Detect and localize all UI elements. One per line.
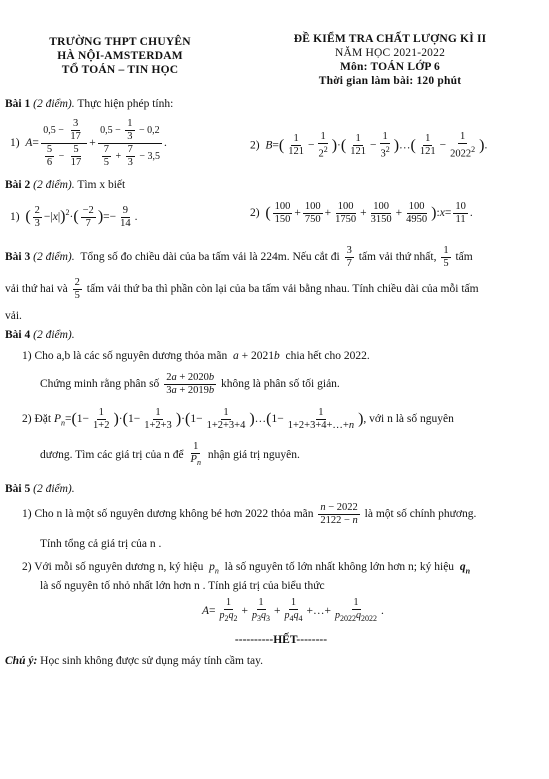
school-line1: TRƯỜNG THPT CHUYÊN (49, 36, 191, 48)
bai4-q1-d: không là phân số tối giản. (220, 378, 340, 390)
bai5-points: (2 điểm). (33, 483, 75, 495)
bai5-q2-a: 2) Với mỗi số nguyên dương n, ký hiệu (22, 561, 204, 573)
bai1-heading (5, 97, 173, 111)
bai5-q2-line2 (40, 579, 325, 593)
note-text: Học sinh không được sử dụng máy tính cầm tay. (40, 655, 264, 667)
bai5-formula: A= $\frac{1}{p_2q_2}$ + $\frac{1}{p_3q_3}$ + $\frac{1}{p_4q_4}$ +…+ $\frac{1}{p_{2022}q_{2022}}$ . (202, 597, 384, 624)
bai4-q2-c: dương. Tìm các giá trị của n để (40, 449, 184, 461)
bai4-label: Bài 4 (5, 329, 31, 341)
bai2-label: Bài 2 (5, 179, 31, 191)
bai1-points: (2 điểm). (33, 98, 75, 110)
bai3-text5: tấm vải thứ ba thì phần còn lại của ba tấm vải bằng nhau. Tính chiều dài của mỗi tấm (86, 283, 479, 296)
bai5-q1-line2 (40, 537, 161, 551)
bai3-line1: Bài 3 (2 điểm). Tổng số đo chiều dài của ba tấm vải là 224m. Nếu cắt đi $\frac{3}{7}$ tấm vải thứ nhất, $\frac{1}{5}$ tấm (5, 245, 473, 269)
note (5, 654, 263, 668)
bai3-text3: tấm (455, 251, 473, 264)
bai4-q2-line1: 2) Đặt $P_n=(1-$ $\frac{1}{1+2}$ )·(1− $\frac{1}{1+2+3}$ )·(1− $\frac{1}{1+2+3+4}$ )…(1− $\frac{1}{1+2+3+4+\dots+n}$ ), với n là số nguyên (22, 406, 454, 431)
bai3-points: (2 điểm). (33, 251, 75, 264)
subject: Môn: TOÁN LỚP 6 (339, 61, 441, 73)
bai3-text4: vải thứ hai và (5, 283, 68, 296)
bai3-text6: vải. (5, 310, 22, 322)
bai4-heading (5, 328, 75, 342)
department: TỔ TOÁN – TIN HỌC (61, 64, 179, 76)
bai2-p1-num: 1) (10, 210, 20, 223)
bai5-q2-b: là số nguyên tố lớn nhất không lớn hơn n; ký hiệu (224, 561, 455, 573)
school-line2: HÀ NỘI-AMSTERDAM (57, 50, 183, 62)
note-label: Chú ý: (5, 655, 38, 667)
bai3-text2: tấm vải thứ nhất, (358, 251, 437, 264)
bai1-p1-num: 1) (10, 137, 20, 150)
bai2-heading (5, 178, 125, 192)
bai5-q1-a: 1) Cho n là một số nguyên dương không bé hơn 2022 thỏa mãn (22, 508, 314, 520)
bai3-label: Bài 3 (5, 251, 31, 264)
bai4-q2-a: 2) Đặt (22, 413, 52, 425)
bai4-q1-b: chia hết cho 2022. (285, 350, 370, 362)
bai1-part2: 2) B=( $\frac{1}{121}$ − $\frac{1}{2^2}$ )·( $\frac{1}{121}$ − $\frac{1}{3^2}$ )…( $\frac{1}{121}$ − $\frac{1}{2022^2}$ ). (250, 131, 488, 160)
exam-title: ĐỀ KIỂM TRA CHẤT LƯỢNG KÌ II (293, 33, 487, 45)
bai3-line3 (5, 309, 22, 323)
bai5-q2-c: là số nguyên tố nhỏ nhất lớn hơn n . Tính giá trị của biểu thức (40, 580, 325, 592)
bai1-p2-num: 2) (250, 139, 260, 152)
bai5-q1-b: là một số chính phương. (364, 508, 477, 520)
bai4-q2-b: , với n là số nguyên (363, 413, 454, 425)
bai4-q2-d: nhận giá trị nguyên. (207, 449, 300, 461)
bai5-heading (5, 482, 75, 496)
bai1-part1: 1) A= 0,5 − $\frac{3}{17}$ $\frac{5}{6}$ − $\frac{5}{17}$ + 0,5 − $\frac{1}{3}$ − 0,2 $\frac{7}{5}$ + $\frac{7}{3}$ − 3,5 . (10, 118, 167, 168)
bai4-q2-line2: dương. Tìm các giá trị của n để $\frac{1}{P_n}$ nhận giá trị nguyên. (40, 441, 300, 468)
bai1-prompt: Thực hiện phép tính: (77, 98, 174, 110)
school-year: NĂM HỌC 2021-2022 (334, 47, 446, 59)
bai2-prompt: Tìm x biết (77, 179, 126, 191)
bai4-q1-a: 1) Cho a,b là các số nguyên dương thỏa mãn (22, 350, 228, 362)
bai1-label: Bài 1 (5, 98, 31, 110)
bai4-q1-line2: Chứng minh rằng phân số $\frac{2a + 2020b}{3a + 2019b}$ không là phân số tối giản. (40, 371, 340, 396)
end-mark: ----------HẾT-------- (234, 634, 328, 646)
bai5-q1-c: Tính tổng cả giá trị của n . (40, 538, 162, 550)
bai4-points: (2 điểm). (33, 329, 75, 341)
bai3-text1: Tổng số đo chiều dài của ba tấm vải là 224m. Nếu cắt đi (80, 251, 340, 264)
bai5-q2-line1: 2) Với mỗi số nguyên dương n, ký hiệu $p_n$ là số nguyên tố lớn nhất không lớn hơn n; ký hiệu $q_n$ (22, 561, 471, 576)
bai4-q1-line1: 1) Cho a,b là các số nguyên dương thỏa mãn a + 2021b chia hết cho 2022. (22, 350, 370, 362)
bai5-q1-line1: 1) Cho n là một số nguyên dương không bé hơn 2022 thỏa mãn $\frac{n - 2022}{2122 - n}$ là một số chính phương. (22, 501, 477, 526)
bai2-part1: 1) ( $\frac{2}{3}$ −|x|)$^2$·( $\frac{-2}{7}$ )=− $\frac{9}{14}$ . (10, 204, 138, 229)
bai2-part2: 2) ( $\frac{100}{150}$ + $\frac{100}{750}$ + $\frac{100}{1750}$ + $\frac{100}{3150}$ + $\frac{100}{4950}$ ):x= $\frac{10}{11}$ . (250, 200, 473, 225)
duration: Thời gian làm bài: 120 phút (318, 75, 462, 87)
bai2-points: (2 điểm). (33, 179, 75, 191)
bai2-p2-num: 2) (250, 207, 260, 219)
bai3-line2: vải thứ hai và $\frac{2}{5}$ tấm vải thứ ba thì phần còn lại của ba tấm vải bằng nhau. Tính chiều dài của mỗi tấm (5, 277, 479, 301)
bai4-q1-c: Chứng minh rằng phân số (40, 378, 160, 390)
bai5-label: Bài 5 (5, 483, 31, 495)
